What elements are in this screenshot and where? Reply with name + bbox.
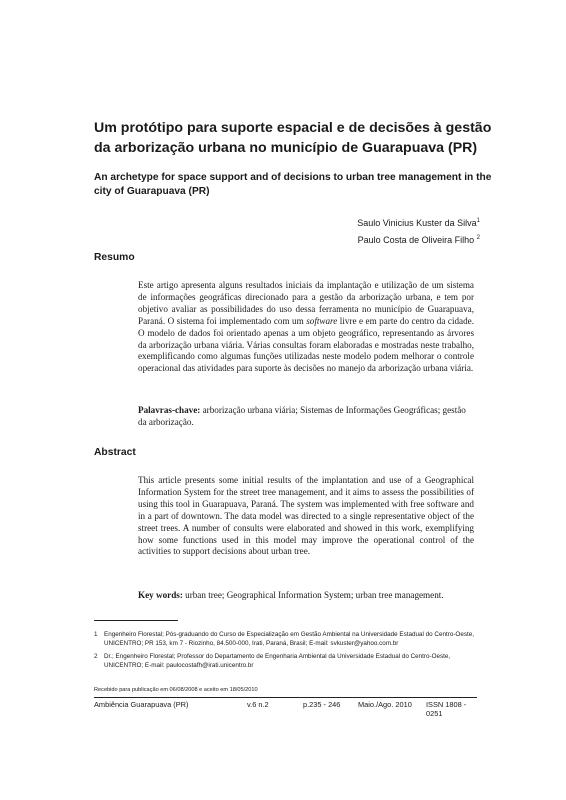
footnote-text: Engenheiro Florestal; Pós-graduando do Curso de Especialização em Gestão Ambiental na Universidade Estadual do Centro-Oeste, UNICENTRO; PR 153, km 7 - Riozinho, 84.500-000, Irati, Paraná, Brasil; E-mail: svkuster@yahoo.com.br (104, 631, 474, 647)
author-footnote-mark: 1 (476, 218, 480, 224)
article-subtitle-english: An archetype for space support and of decisions to urban tree management in the city of Guarapuava (PR) (94, 172, 492, 197)
abstract-paragraph: This article presents some initial results of the implantation and use of a Geographical Information System for the street tree management, and it aims to assess the possibilities of using this tool in Guarapuava, Paraná. The system was implemented with free software and in a part of downtown. The data model was directed to a single representative object of the street trees. A number of consults were elaborated and showed in this work, exemplifying how some functions used in this model may improve the operational control of the activities to support decisions about urban tree. (138, 475, 474, 557)
journal-volume: v.6 n.2 (247, 700, 269, 709)
abstract-heading: Abstract (94, 447, 136, 458)
publication-date: Maio./Ago. 2010 (358, 700, 412, 709)
author-1 (280, 214, 480, 231)
author-2 (280, 231, 480, 248)
footnote-2 (94, 653, 476, 670)
palavras-chave (138, 405, 474, 429)
issn: ISSN 1808 - 0251 (426, 700, 467, 718)
footnote-number: 2 (94, 653, 98, 661)
author-list (280, 214, 480, 248)
footnote-text: Dr.; Engenheiro Florestal; Professor do Departamento de Engenharia Ambiental da Universidade Estadual do Centro-Oeste, UNICENTRO; E-mail: paulocostafh@irati.unicentro.br (104, 653, 451, 669)
resumo-heading: Resumo (94, 252, 135, 263)
footer-divider (94, 697, 477, 698)
keywords-label: Palavras-chave: (138, 405, 201, 415)
author-name: Paulo Costa de Oliveira Filho (357, 235, 475, 245)
received-date-note: Recebido para publicação em 06/08/2008 e aceito em 18/05/2010 (94, 687, 258, 693)
footnote-divider (94, 620, 178, 621)
journal-name: Ambiência Guarapuava (PR) (94, 700, 189, 709)
page-range: p.235 - 246 (303, 700, 341, 709)
author-footnote-mark: 2 (476, 235, 480, 241)
keywords-text: urban tree; Geographical Information System; urban tree management. (182, 590, 444, 600)
footnote-number: 1 (94, 631, 98, 638)
article-title: Um protótipo para suporte espacial e de decisões à gestão da arborização urbana no município de Guarapuava (PR) (94, 120, 492, 156)
resumo-text-part: livre e em parte do centro da cidade. O modelo de dados foi orientado apenas a um objeto geográfico, representando as árvores da arborização urbana viária. Várias consultas foram elaboradas e mostradas neste trabalho, exemplificando como algumas funções utilizadas neste modelo podem melhorar o controle operacional das atividades para suporte às decisões no manejo da arborização urbana viária. (138, 315, 474, 374)
footnotes (94, 631, 476, 675)
keywords-text: arborização urbana viária; Sistemas de Informações Geográficas; gestão da arborização. (138, 405, 466, 427)
author-name: Saulo Vinicius Kuster da Silva (357, 218, 477, 228)
resumo-text-part: Este artigo apresenta alguns resultados iniciais da implantação e utilização de um sistema de informações geográficas direcionado para a gestão da arborização urbana, e tem por objetivo avaliar as possibilidades do uso dessa ferramenta no município de Guarapuava, Paraná. O sistema foi implementado com um (138, 280, 474, 326)
resumo-italic-term: software (306, 315, 338, 326)
page-footer (94, 700, 477, 718)
footnote-1 (94, 631, 476, 648)
keywords-label: Key words: (138, 590, 183, 600)
key-words (138, 590, 474, 602)
resumo-paragraph (138, 280, 474, 375)
